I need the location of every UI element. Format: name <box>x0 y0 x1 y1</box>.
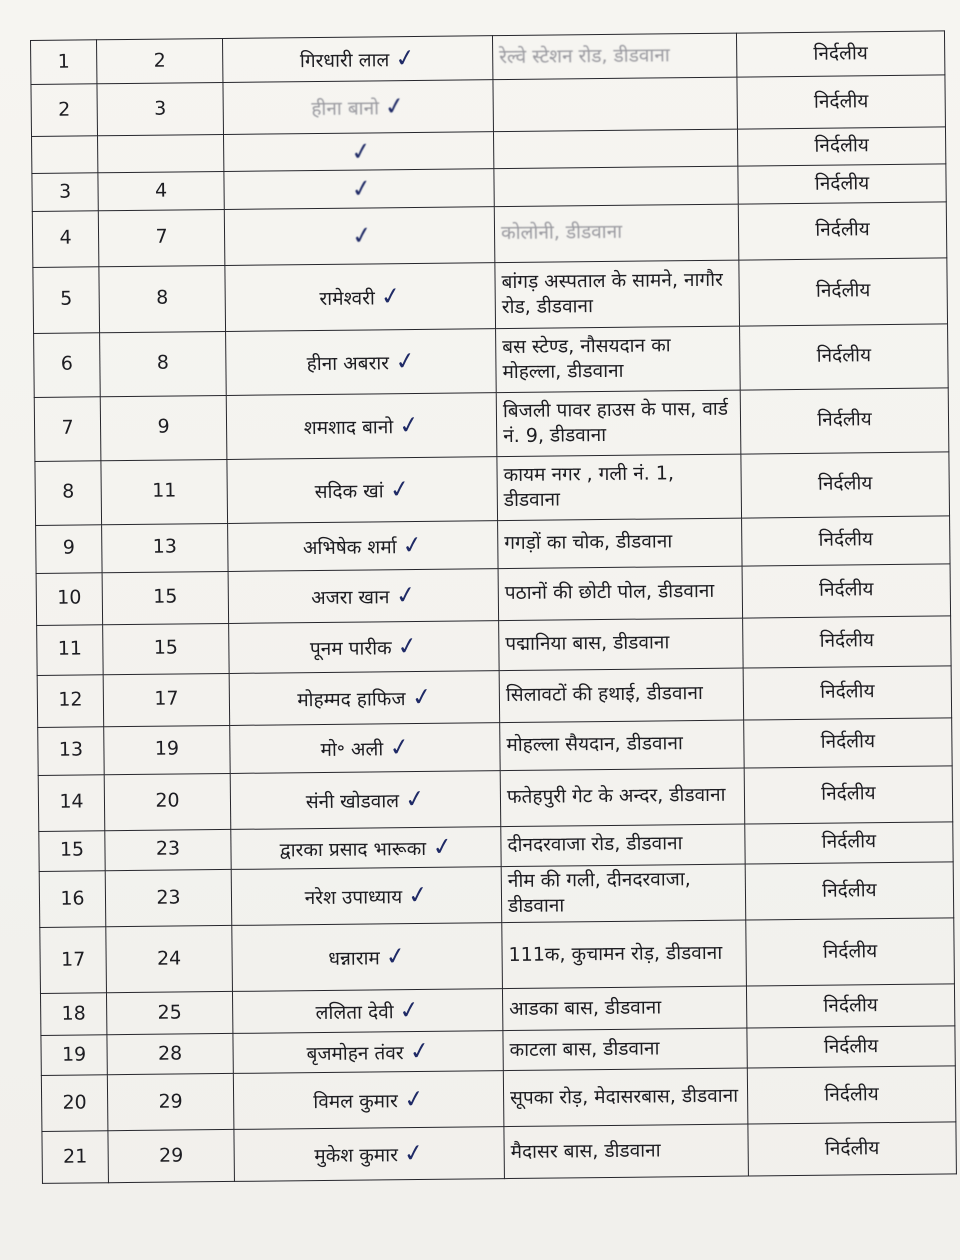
serial-number-cell: 2 <box>31 84 98 137</box>
table-row <box>35 452 950 526</box>
check-mark-icon: ✓ <box>407 1035 432 1067</box>
address-cell: पठानों की छोटी पोल, डीडवाना <box>498 566 743 621</box>
party-cell: निर्दलीय <box>747 1026 955 1068</box>
address-cell <box>493 129 737 169</box>
table-row <box>32 202 947 268</box>
address-cell: काटला बास, डीडवाना <box>503 1028 747 1071</box>
address-cell: फतेहपुरी गेट के अन्दर, डीडवाना <box>500 768 745 827</box>
table-row <box>33 258 948 334</box>
serial-number-cell: 5 <box>33 267 100 334</box>
check-mark-icon: ✓ <box>397 409 422 441</box>
candidate-name: रामेश्वरी <box>319 287 375 311</box>
party-cell: निर्दलीय <box>747 1066 956 1124</box>
check-mark-icon: ✓ <box>350 173 375 205</box>
candidate-name: मो॰ अली <box>320 738 384 762</box>
candidate-name-cell <box>224 169 494 209</box>
ward-number-cell: 19 <box>104 725 230 774</box>
check-mark-icon: ✓ <box>387 731 412 763</box>
address-cell: रेल्वे स्टेशन रोड, डीडवाना <box>492 33 736 80</box>
ward-number-cell: 3 <box>97 82 224 135</box>
check-mark-icon: ✓ <box>403 783 428 815</box>
check-mark-icon: ✓ <box>409 681 434 713</box>
address-cell: सूपका रोड़, मेदासरबास, डीडवाना <box>503 1068 748 1127</box>
party-cell: निर्दलीय <box>744 766 953 824</box>
party-cell: निर्दलीय <box>739 258 948 326</box>
party-cell: निर्दलीय <box>736 31 944 77</box>
candidate-name-cell <box>225 262 496 331</box>
address-cell: आडका बास, डीडवाना <box>502 986 746 1031</box>
party-cell: निर्दलीय <box>745 862 954 920</box>
table-row <box>41 1066 956 1132</box>
candidate-name-cell <box>224 206 495 265</box>
check-mark-icon: ✓ <box>387 473 412 505</box>
candidate-name: सदिक खां <box>314 480 384 504</box>
candidate-name-cell <box>233 1071 504 1130</box>
serial-number-cell <box>32 136 98 174</box>
candidate-name: हीना अबरार <box>306 352 390 376</box>
candidate-name: गिरधारी लाल <box>299 49 390 73</box>
serial-number-cell: 17 <box>40 927 107 994</box>
table-row <box>31 75 945 137</box>
party-cell: निर्दलीय <box>746 984 954 1028</box>
table-row <box>34 388 949 462</box>
party-cell: निर्दलीय <box>738 164 946 204</box>
candidate-name-cell <box>233 1031 503 1074</box>
serial-number-cell: 8 <box>35 461 102 526</box>
check-mark-icon: ✓ <box>393 43 418 74</box>
party-cell: निर्दलीय <box>743 666 952 720</box>
party-cell: निर्दलीय <box>737 127 945 167</box>
table-row <box>38 766 953 832</box>
serial-number-cell: 10 <box>36 573 103 626</box>
ward-number-cell: 8 <box>99 265 226 332</box>
check-mark-icon: ✓ <box>378 280 403 312</box>
ward-number-cell: 23 <box>105 869 232 927</box>
ward-number-cell: 29 <box>108 1129 235 1182</box>
party-cell: निर्दलीय <box>743 616 952 668</box>
serial-number-cell: 3 <box>32 173 98 211</box>
serial-number-cell: 14 <box>38 775 105 832</box>
candidate-name: मोहम्मद हाफिज <box>297 688 406 712</box>
table-row <box>36 564 950 626</box>
check-mark-icon: ✓ <box>393 579 418 611</box>
ward-number-cell: 28 <box>107 1033 233 1074</box>
candidate-name-cell <box>228 520 498 571</box>
table-row <box>40 918 955 994</box>
ward-number-cell: 20 <box>104 773 231 830</box>
party-cell: निर्दलीय <box>740 388 949 454</box>
candidate-name: शमशाद बानो <box>303 416 394 440</box>
ward-number-cell: 15 <box>103 623 230 674</box>
candidate-name-cell <box>223 132 493 172</box>
address-cell: कायम नगर , गली नं. 1, डीडवाना <box>497 454 742 521</box>
check-mark-icon: ✓ <box>397 995 422 1026</box>
check-mark-icon: ✓ <box>393 345 418 377</box>
party-cell: निर्दलीय <box>742 564 951 618</box>
candidate-name: ललिता देवी <box>315 1001 394 1025</box>
address-cell: मोहल्ला सैयदान, डीडवाना <box>500 720 744 771</box>
table-row <box>42 1122 956 1184</box>
check-mark-icon: ✓ <box>400 529 425 561</box>
check-mark-icon: ✓ <box>401 1084 426 1115</box>
address-cell: बिजली पावर हाउस के पास, वार्ड नं. 9, डीडवाना <box>496 390 741 457</box>
candidate-name-cell <box>232 989 502 1034</box>
address-cell: सिलावटों की हथाई, डीडवाना <box>499 668 744 723</box>
candidate-name-cell <box>234 1127 505 1182</box>
address-cell: बांगड़ अस्पताल के सामने, नागौर रोड, डीडवाना <box>495 260 740 329</box>
serial-number-cell: 15 <box>39 831 105 872</box>
candidate-name-cell <box>230 770 501 829</box>
check-mark-icon: ✓ <box>406 879 431 911</box>
ward-number-cell: 8 <box>100 331 227 396</box>
candidate-name-cell <box>231 826 501 869</box>
address-cell: दीनदरवाजा रोड, डीडवाना <box>501 824 745 867</box>
candidate-name: धन्नाराम <box>328 947 380 971</box>
candidate-name: पूनम पारीक <box>309 637 392 661</box>
candidate-name: नरेश उपाध्याय <box>304 886 403 910</box>
candidate-name: हीना बानो <box>311 97 380 121</box>
address-cell: नीम की गली, दीनदरवाजा, डीडवाना <box>501 864 746 923</box>
ward-number-cell: 17 <box>103 673 230 726</box>
check-mark-icon: ✓ <box>401 1138 426 1169</box>
serial-number-cell: 20 <box>41 1075 108 1132</box>
ward-number-cell: 2 <box>97 38 223 83</box>
ward-number-cell: 11 <box>101 459 228 524</box>
table-row <box>39 862 954 928</box>
candidate-name-cell <box>222 36 492 83</box>
candidate-name: अभिषेक शर्मा <box>302 536 397 560</box>
candidate-name-cell <box>229 670 500 725</box>
ward-number-cell: 24 <box>106 925 233 992</box>
address-cell: मैदासर बास, डीडवाना <box>504 1124 749 1179</box>
serial-number-cell: 7 <box>34 397 101 462</box>
candidate-name: बृजमोहन तंवर <box>306 1042 404 1066</box>
party-cell: निर्दलीय <box>742 516 950 566</box>
party-cell: निर्दलीय <box>745 822 953 864</box>
serial-number-cell: 16 <box>39 871 106 928</box>
party-cell: निर्दलीय <box>740 324 949 390</box>
ward-number-cell: 15 <box>102 571 229 624</box>
ward-number-cell: 7 <box>98 209 225 266</box>
candidate-name-cell <box>231 866 502 925</box>
serial-number-cell: 18 <box>40 993 106 1036</box>
serial-number-cell: 1 <box>31 40 97 85</box>
address-cell: बस स्टेण्ड, नौसयदान का मोहल्ला, डीडवाना <box>496 326 741 393</box>
ward-number-cell: 9 <box>100 395 227 460</box>
candidate-name: संनी खोडवाल <box>305 790 400 814</box>
ward-number-cell: 25 <box>106 991 232 1034</box>
candidate-name-cell <box>226 328 497 395</box>
address-cell <box>494 166 738 206</box>
check-mark-icon: ✓ <box>350 220 375 251</box>
serial-number-cell: 9 <box>36 525 102 574</box>
address-cell <box>493 77 738 132</box>
serial-number-cell: 4 <box>32 211 99 268</box>
candidate-name: मुकेश कुमार <box>314 1144 399 1168</box>
ward-number-cell: 13 <box>102 523 228 572</box>
candidate-name: द्वारका प्रसाद भारूका <box>279 837 427 862</box>
party-cell: निर्दलीय <box>746 918 955 986</box>
address-cell: कोलोनी, डीडवाना <box>494 204 739 263</box>
party-cell: निर्दलीय <box>737 75 946 129</box>
candidate-name-cell <box>229 620 500 673</box>
table-row <box>37 666 951 728</box>
check-mark-icon: ✓ <box>395 630 420 662</box>
address-cell: गगड़ों का चोक, डीडवाना <box>498 518 742 569</box>
candidate-table <box>30 30 957 1184</box>
candidate-name: अजरा खान <box>311 586 390 610</box>
serial-number-cell: 13 <box>38 727 104 776</box>
candidate-name: विमल कुमार <box>313 1090 398 1114</box>
check-mark-icon: ✓ <box>349 136 374 167</box>
serial-number-cell: 19 <box>41 1035 107 1076</box>
ward-number-cell <box>98 134 224 173</box>
address-cell: 111क, कुचामन रोड़, डीडवाना <box>502 920 747 989</box>
party-cell: निर्दलीय <box>744 718 952 768</box>
serial-number-cell: 12 <box>37 675 104 728</box>
table-row <box>34 324 949 398</box>
candidate-name-cell <box>232 923 503 992</box>
candidate-name-cell <box>226 392 497 459</box>
serial-number-cell: 6 <box>34 333 101 398</box>
serial-number-cell: 21 <box>42 1131 109 1184</box>
party-cell: निर्दलीय <box>738 202 947 260</box>
serial-number-cell: 11 <box>37 625 104 676</box>
party-cell: निर्दलीय <box>748 1122 957 1176</box>
check-mark-icon: ✓ <box>383 91 408 122</box>
candidate-name-cell <box>227 456 498 523</box>
check-mark-icon: ✓ <box>430 831 455 863</box>
check-mark-icon: ✓ <box>383 941 408 972</box>
ward-number-cell: 4 <box>98 172 224 211</box>
candidate-name-cell <box>228 568 499 623</box>
candidate-name-cell <box>230 722 500 773</box>
ward-number-cell: 29 <box>107 1073 234 1130</box>
candidate-name-cell <box>223 80 494 135</box>
party-cell: निर्दलीय <box>741 452 950 518</box>
ward-number-cell: 23 <box>105 829 231 870</box>
address-cell: पद्मानिया बास, डीडवाना <box>499 618 744 671</box>
